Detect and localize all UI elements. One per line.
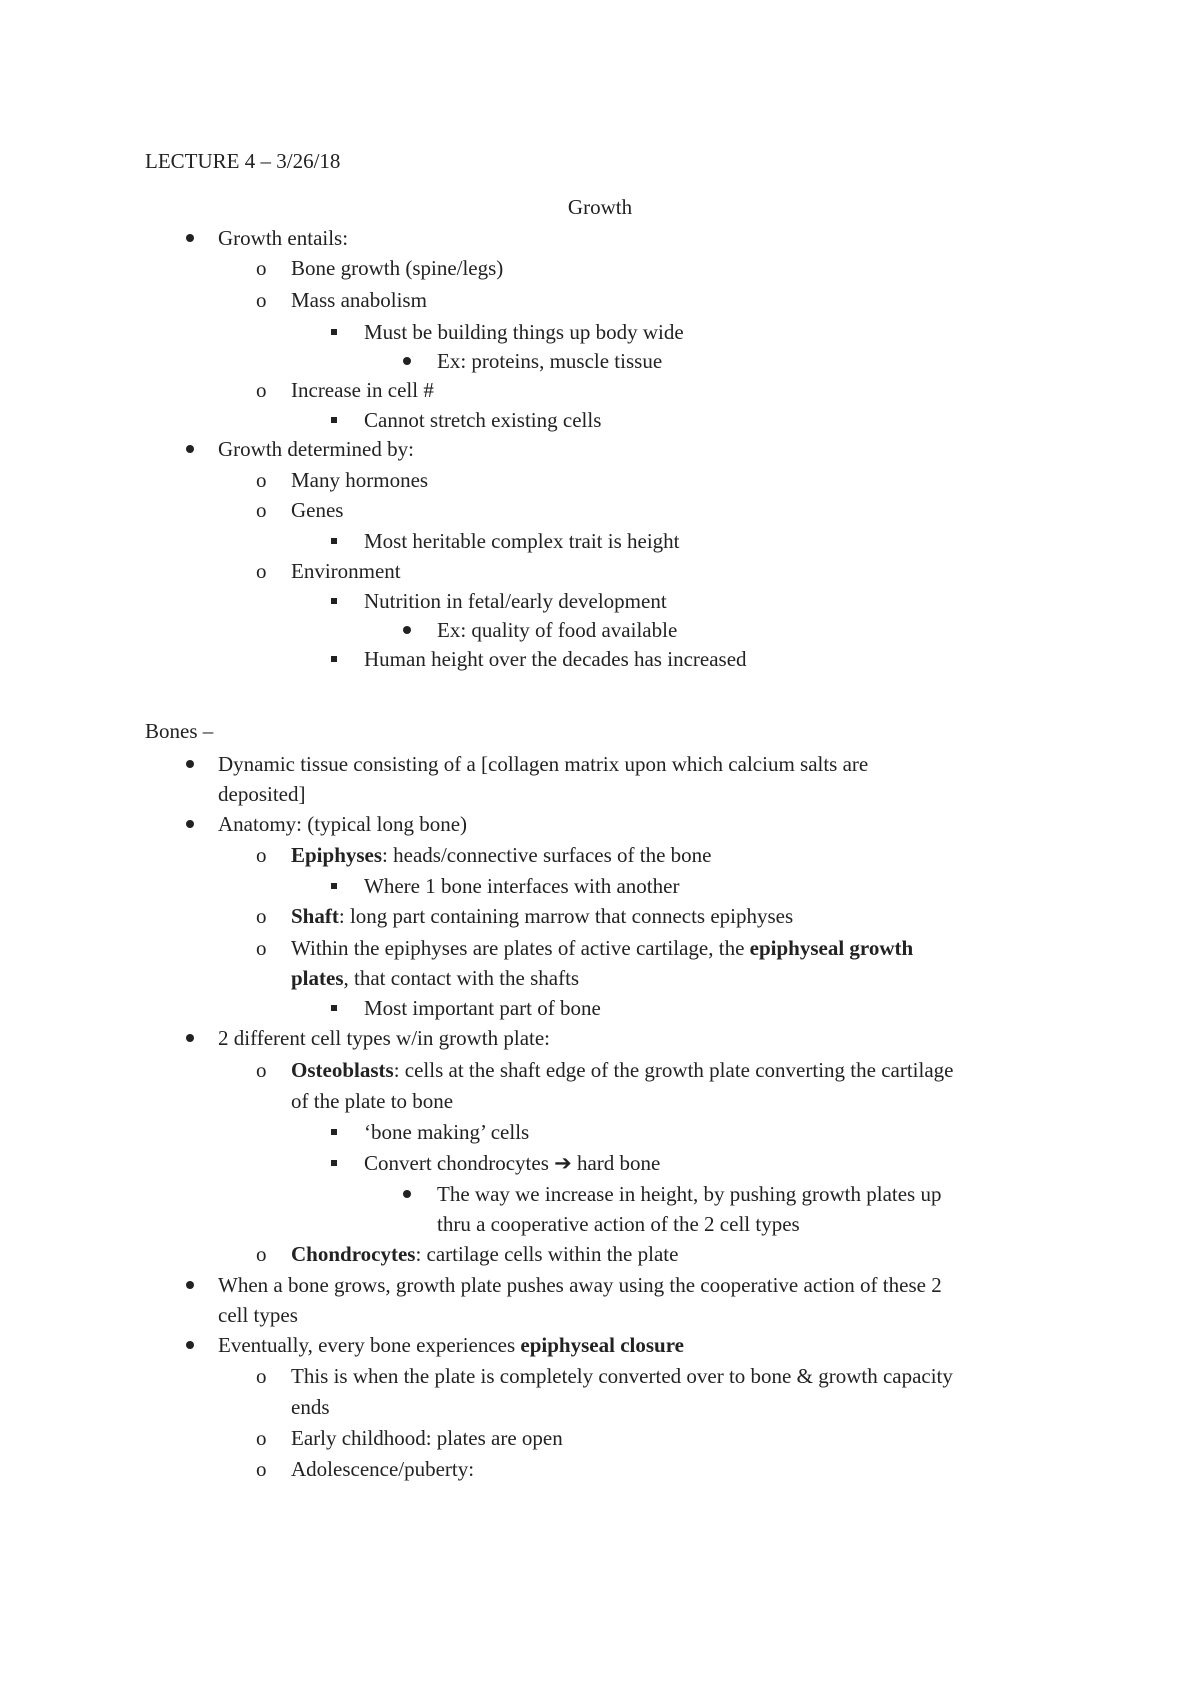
bullet-circle-icon: o <box>256 936 267 960</box>
list-item-text <box>364 526 680 556</box>
list-item-text <box>437 1209 800 1239</box>
text-run: Nutrition in fetal/early development <box>364 589 667 613</box>
list-item-text <box>291 933 913 963</box>
text-run: thru a cooperative action of the 2 cell types <box>437 1212 800 1236</box>
text-run: Most heritable complex trait is height <box>364 529 680 553</box>
list-item-text <box>364 1117 529 1147</box>
text-run: Genes <box>291 498 344 522</box>
text-run: Bone growth (spine/legs) <box>291 256 504 280</box>
bold-term: Shaft <box>291 904 339 928</box>
bullet-circle-icon: o <box>256 498 267 522</box>
list-item-text <box>218 1300 298 1330</box>
text-run: deposited] <box>218 782 306 806</box>
list-item-text <box>364 993 601 1023</box>
text-run: Anatomy: (typical long bone) <box>218 812 468 836</box>
list-item-text <box>218 1023 550 1053</box>
bullet-circle-icon: o <box>256 843 267 867</box>
text-run: Many hormones <box>291 468 429 492</box>
bold-term: Osteoblasts <box>291 1058 394 1082</box>
text-run: : cartilage cells within the plate <box>415 1242 679 1266</box>
list-item-text <box>437 1179 941 1209</box>
list-item-text <box>364 871 679 901</box>
list-item-text <box>364 644 747 674</box>
text-run: Within the epiphyses are plates of active cartilage, the <box>291 936 750 960</box>
bullet-circle-icon: o <box>256 378 267 402</box>
text-run: : long part containing marrow that connects epiphyses <box>338 904 794 928</box>
list-item-text <box>437 346 662 376</box>
bold-term: Epiphyses <box>291 843 383 867</box>
list-item-text <box>291 556 401 586</box>
bullet-circle-icon: o <box>256 256 267 280</box>
list-item-text <box>437 615 677 645</box>
bold-term: epiphyseal closure <box>520 1333 684 1357</box>
section-title: Growth <box>567 195 633 219</box>
text-run: ‘bone making’ cells <box>364 1120 530 1144</box>
bullet-dot-icon <box>186 1341 194 1349</box>
bullet-dot-icon <box>186 1281 194 1289</box>
text-run: cell types <box>218 1303 298 1327</box>
text-run: ends <box>291 1395 330 1419</box>
bullet-square-icon <box>331 1129 337 1135</box>
text-run: : heads/connective surfaces of the bone <box>382 843 712 867</box>
list-item-text <box>291 1055 953 1085</box>
text-run: : cells at the shaft edge of the growth plate converting the cartilage <box>393 1058 954 1082</box>
list-item-text <box>291 253 503 283</box>
bullet-square-icon <box>331 883 337 889</box>
list-item-text <box>291 1239 678 1269</box>
bullet-circle-icon: o <box>256 904 267 928</box>
text-run: of the plate to bone <box>291 1089 454 1113</box>
bullet-square-icon <box>331 1005 337 1011</box>
text-run: Growth entails: <box>218 226 349 250</box>
lecture-heading: LECTURE 4 – 3/26/18 <box>145 149 341 173</box>
list-item-text <box>291 465 428 495</box>
text-run: Ex: quality of food available <box>437 618 678 642</box>
text-run: Most important part of bone <box>364 996 601 1020</box>
list-item-text <box>291 375 434 405</box>
text-run: , that contact with the shafts <box>343 966 580 990</box>
bullet-square-icon <box>331 598 337 604</box>
text-run: When a bone grows, growth plate pushes away using the cooperative action of these 2 <box>218 1273 942 1297</box>
bullet-dot-icon <box>186 445 194 453</box>
bullet-circle-icon: o <box>256 1058 267 1082</box>
list-item-text <box>291 901 793 931</box>
bullet-circle-icon: o <box>256 1457 267 1481</box>
text-run: Ex: proteins, muscle tissue <box>437 349 663 373</box>
bullet-square-icon <box>331 417 337 423</box>
text-run: Must be building things up body wide <box>364 320 684 344</box>
bones-section-label: Bones – <box>145 719 214 743</box>
bullet-circle-icon: o <box>256 468 267 492</box>
bullet-dot-icon <box>186 820 194 828</box>
text-run: Mass anabolism <box>291 288 427 312</box>
text-run: Dynamic tissue consisting of a [collagen matrix upon which calcium salts are <box>218 752 869 776</box>
bullet-dot-icon <box>186 234 194 242</box>
text-run: This is when the plate is completely converted over to bone & growth capacity <box>291 1364 953 1388</box>
bullet-circle-icon: o <box>256 288 267 312</box>
list-item-text <box>291 963 579 993</box>
list-item-text <box>218 223 348 253</box>
list-item-text <box>291 1454 474 1484</box>
text-run: Increase in cell # <box>291 378 434 402</box>
text-run: 2 different cell types w/in growth plate: <box>218 1026 551 1050</box>
list-item-text <box>364 317 684 347</box>
bullet-square-icon <box>331 656 337 662</box>
bullet-dot-icon <box>186 1034 194 1042</box>
bullet-circle-icon: o <box>256 559 267 583</box>
text-run: Eventually, every bone experiences <box>218 1333 521 1357</box>
bullet-square-icon <box>331 329 337 335</box>
list-item-text <box>291 1392 330 1422</box>
bullet-dot-icon <box>403 1190 411 1198</box>
list-item-text <box>291 1361 953 1391</box>
text-run: The way we increase in height, by pushing growth plates up <box>437 1182 942 1206</box>
list-item-text <box>218 1270 942 1300</box>
list-item-text <box>218 749 868 779</box>
text-run: Human height over the decades has increased <box>364 647 747 671</box>
list-item-text <box>291 840 712 870</box>
bullet-circle-icon: o <box>256 1364 267 1388</box>
text-run: Where 1 bone interfaces with another <box>364 874 680 898</box>
list-item-text <box>291 1423 563 1453</box>
text-run: Adolescence/puberty: <box>291 1457 475 1481</box>
list-item-text <box>218 809 467 839</box>
bold-term: plates <box>291 966 344 990</box>
text-run: Cannot stretch existing cells <box>364 408 602 432</box>
bullet-dot-icon <box>186 760 194 768</box>
bullet-dot-icon <box>403 357 411 365</box>
bullet-square-icon <box>331 1160 337 1166</box>
bullet-square-icon <box>331 538 337 544</box>
text-run: Early childhood: plates are open <box>291 1426 563 1450</box>
list-item-text <box>291 495 343 525</box>
list-item-text <box>291 1086 453 1116</box>
text-run: Convert chondrocytes ➔ hard bone <box>364 1151 661 1175</box>
bullet-circle-icon: o <box>256 1242 267 1266</box>
text-run: Growth determined by: <box>218 437 414 461</box>
text-run: Environment <box>291 559 401 583</box>
list-item-text <box>218 1330 684 1360</box>
bullet-circle-icon: o <box>256 1426 267 1450</box>
list-item-text <box>291 285 427 315</box>
list-item-text <box>218 779 305 809</box>
list-item-text <box>364 1148 660 1178</box>
list-item-text <box>364 405 601 435</box>
bold-term: epiphyseal growth <box>749 936 914 960</box>
list-item-text <box>364 586 667 616</box>
list-item-text <box>218 434 414 464</box>
bold-term: Chondrocytes <box>291 1242 416 1266</box>
bullet-dot-icon <box>403 626 411 634</box>
